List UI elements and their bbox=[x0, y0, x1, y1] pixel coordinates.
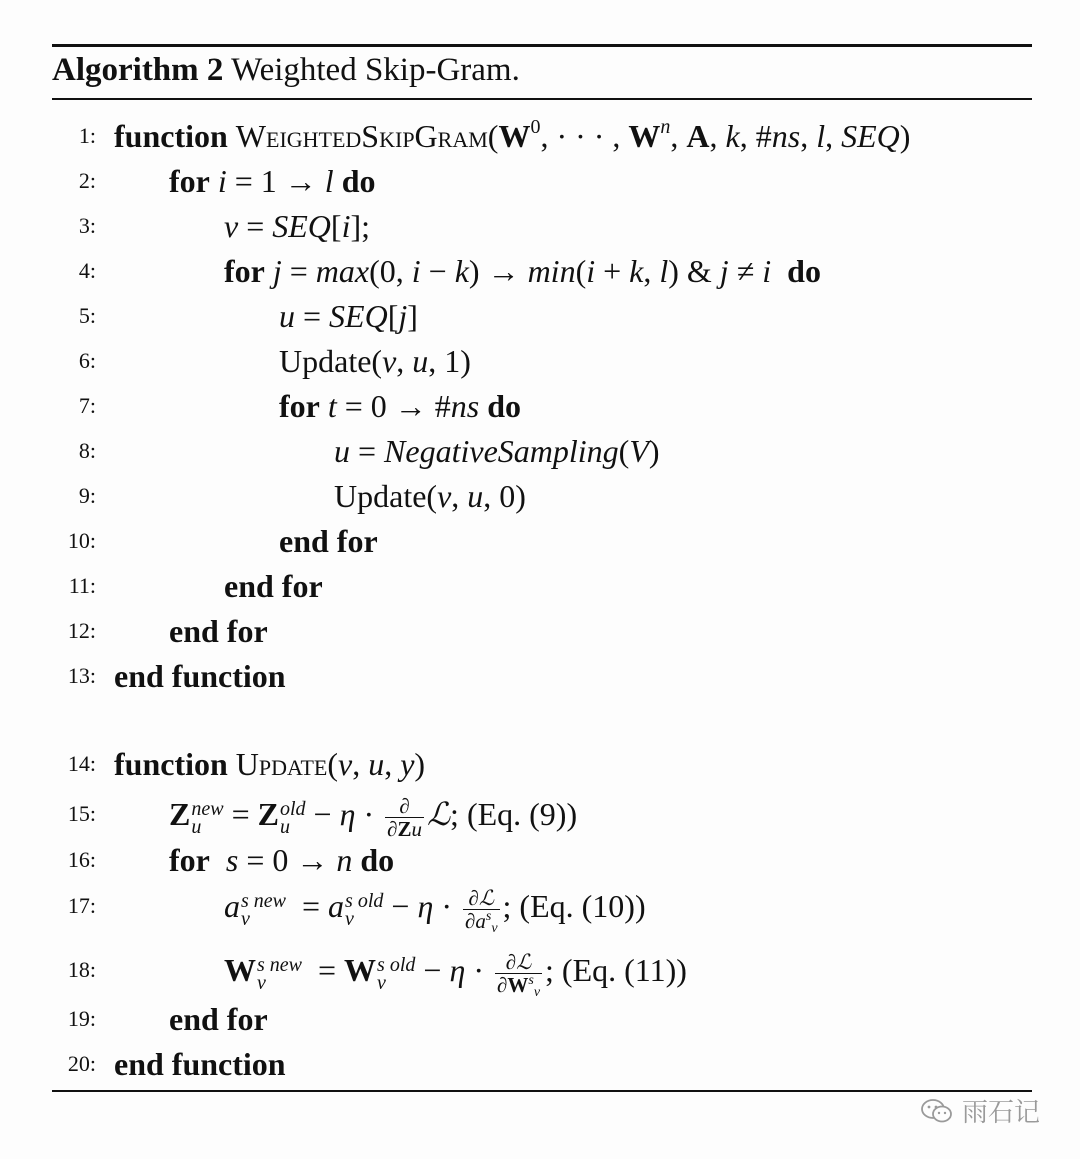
line-number: 7: bbox=[78, 393, 96, 418]
top-rule bbox=[52, 44, 1032, 47]
line-number: 6: bbox=[78, 348, 96, 373]
line-number: 9: bbox=[78, 483, 96, 508]
line-number: 11: bbox=[68, 573, 96, 598]
bottom-rule bbox=[52, 1090, 1032, 1092]
algo-line-18 bbox=[0, 948, 1080, 1001]
line-code: Update(v, u, 1) bbox=[279, 343, 471, 379]
line-number: 13: bbox=[67, 663, 96, 688]
algorithm-label: Algorithm 2 bbox=[52, 52, 224, 88]
line-number: 17: bbox=[67, 893, 96, 918]
algorithm-title: Weighted Skip-Gram. bbox=[231, 52, 520, 88]
line-code: for s = 0 → n do bbox=[169, 842, 395, 878]
line-code: for j = max(0, i − k) → min(i + k, l) & j ≠ i do bbox=[224, 253, 821, 289]
line-number: 16: bbox=[67, 847, 96, 872]
line-code: v = SEQ[i]; bbox=[224, 208, 370, 244]
line-number: 12: bbox=[67, 618, 96, 643]
line-number: 4: bbox=[78, 258, 96, 283]
algo-line-5 bbox=[0, 294, 1080, 338]
algo-line-15 bbox=[0, 792, 1080, 842]
line-number: 1: bbox=[78, 123, 96, 148]
wechat-icon bbox=[920, 1098, 954, 1124]
algo-line-10 bbox=[0, 519, 1080, 563]
line-code: function Update(v, u, y) bbox=[114, 746, 426, 782]
line-number: 5: bbox=[78, 303, 96, 328]
algo-line-20 bbox=[0, 1042, 1080, 1086]
line-code: end for bbox=[169, 1001, 268, 1037]
line-number: 19: bbox=[67, 1006, 96, 1031]
algo-line-12 bbox=[0, 609, 1080, 653]
watermark bbox=[920, 1092, 1040, 1129]
algo-line-1 bbox=[0, 114, 1080, 158]
algo-line-3 bbox=[0, 204, 1080, 248]
line-number: 18: bbox=[67, 957, 96, 982]
line-number: 15: bbox=[67, 801, 96, 826]
line-code: W s new v = W s old v − η · $\frac{\text{∂ℒ}}{\partial W^s_v}$ ; (Eq. (11)) bbox=[224, 950, 687, 1001]
algo-line-14 bbox=[0, 742, 1080, 786]
algo-line-8 bbox=[0, 429, 1080, 473]
algo-line-7 bbox=[0, 384, 1080, 428]
watermark-text: 雨石记 bbox=[962, 1098, 1041, 1128]
algo-line-13 bbox=[0, 654, 1080, 698]
line-code: end for bbox=[169, 613, 268, 649]
algo-line-6 bbox=[0, 339, 1080, 383]
line-code: for i = 1 → l do bbox=[169, 163, 376, 199]
line-code: Update(v, u, 0) bbox=[334, 478, 526, 514]
algo-line-19 bbox=[0, 997, 1080, 1041]
line-code: end for bbox=[279, 523, 378, 559]
line-code: a s new v = a s old v − η · $\frac{\text{∂ℒ}}{\partial a^s_v}$ ; (Eq. (10)) bbox=[224, 886, 646, 937]
algo-line-17 bbox=[0, 884, 1080, 937]
algo-line-16 bbox=[0, 838, 1080, 882]
line-code: end for bbox=[224, 568, 323, 604]
line-code: u = NegativeSampling(V) bbox=[334, 433, 660, 469]
line-code: end function bbox=[114, 658, 286, 694]
line-number: 14: bbox=[67, 751, 96, 776]
line-number: 2: bbox=[78, 168, 96, 193]
caption-rule bbox=[52, 98, 1032, 100]
line-code: Z new u = Z old u − η · $\frac{\partial}{\partial Zu}$ ℒ; (Eq. (9)) bbox=[169, 794, 578, 842]
line-number: 10: bbox=[67, 528, 96, 553]
algo-line-2 bbox=[0, 159, 1080, 203]
line-number: 8: bbox=[78, 438, 96, 463]
line-number: 3: bbox=[78, 213, 96, 238]
algo-line-11 bbox=[0, 564, 1080, 608]
line-code: u = SEQ[j] bbox=[279, 298, 418, 334]
line-code: function $WeightedSkipGram(W^0$, · · · , $W^n$, A, k, #ns, l, SEQ) bbox=[114, 116, 911, 154]
algorithm-caption bbox=[52, 50, 520, 90]
line-code: for t = 0 → #ns do bbox=[279, 388, 522, 424]
algo-line-4 bbox=[0, 249, 1080, 293]
algo-line-9 bbox=[0, 474, 1080, 518]
line-number: 20: bbox=[67, 1051, 96, 1076]
line-code: end function bbox=[114, 1046, 286, 1082]
